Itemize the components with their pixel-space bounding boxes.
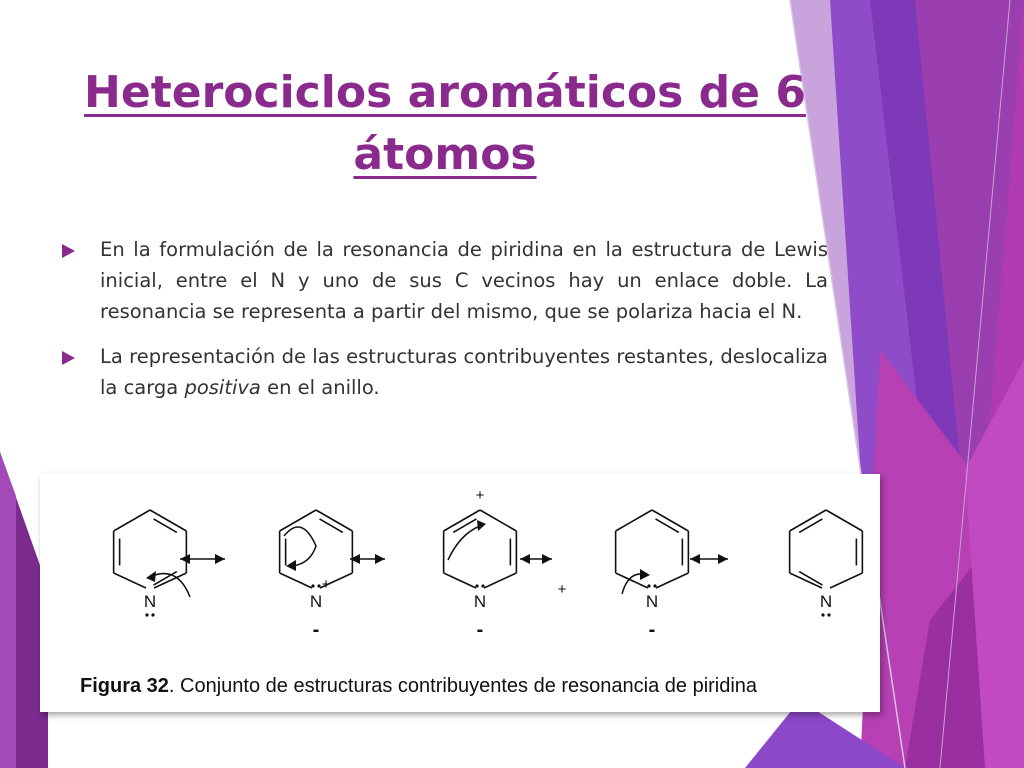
resonance-arrow-head — [542, 554, 552, 564]
resonance-figure — [40, 474, 880, 712]
lone-pair-dots — [653, 584, 656, 587]
lone-pair-dots — [475, 584, 478, 587]
bullet-list — [60, 234, 828, 417]
lone-pair-dots — [151, 613, 154, 616]
resonance-arrow-head — [215, 554, 225, 564]
bullet-arrow-icon — [62, 244, 75, 258]
negative-charge: - — [476, 619, 484, 641]
resonance-arrow-head — [180, 554, 190, 564]
curved-arrow-head — [146, 571, 156, 582]
bullet-item — [60, 341, 828, 403]
lone-pair-dots — [481, 584, 484, 587]
lone-pair-dots — [145, 613, 148, 616]
curved-electron-arrow — [448, 526, 480, 560]
positive-charge: + — [321, 576, 331, 593]
ring-bond — [280, 510, 316, 531]
lone-pair-dots — [317, 584, 320, 587]
ring-bond — [830, 573, 862, 588]
resonance-arrow-head — [690, 554, 700, 564]
ring-double-bond — [320, 519, 343, 532]
ring-bond — [114, 510, 150, 531]
positive-charge: + — [475, 487, 485, 504]
figure-caption-text: . Conjunto de estructuras contribuyentes de resonancia de piridina — [168, 675, 758, 697]
ring-bond — [444, 573, 476, 588]
figure-caption — [80, 675, 757, 698]
slide-title-text: Heterociclos aromáticos de 6 átomos — [84, 67, 806, 180]
resonance-arrow-head — [350, 554, 360, 564]
curved-electron-arrow — [284, 527, 316, 566]
curved-arrow-head — [640, 569, 650, 580]
lone-pair-dots — [821, 613, 824, 616]
ring-bond — [480, 510, 516, 531]
lone-pair-dots — [827, 613, 830, 616]
bullet-text-start: La representación de las estructuras contribuyentes restantes, deslocaliza la carga — [100, 345, 828, 399]
resonance-arrow-head — [375, 554, 385, 564]
ring-bond — [616, 510, 652, 531]
curved-arrow-head — [286, 560, 296, 571]
ring-bond — [114, 573, 146, 588]
positive-charge: + — [557, 581, 567, 598]
lone-pair-dots — [311, 584, 314, 587]
negative-charge: - — [312, 619, 320, 641]
ring-double-bond — [154, 519, 177, 532]
ring-bond — [484, 573, 516, 588]
nitrogen-atom-label: N — [819, 592, 833, 611]
nitrogen-atom-label: N — [645, 592, 659, 611]
nitrogen-atom-label: N — [143, 592, 157, 611]
bullet-item — [60, 234, 828, 327]
bullet-text-italic: positiva — [184, 376, 261, 399]
resonance-arrow-head — [520, 554, 530, 564]
lone-pair-dots — [647, 584, 650, 587]
nitrogen-atom-label: N — [309, 592, 323, 611]
curved-electron-arrow — [152, 574, 190, 597]
ring-bond — [656, 573, 688, 588]
ring-bond — [826, 510, 862, 531]
resonance-arrow-head — [718, 554, 728, 564]
figure-caption-label: Figura 32 — [80, 675, 169, 697]
ring-bond — [280, 573, 312, 588]
bullet-text: En la formulación de la resonancia de piridina en la estructura de Lewis inicial, entre el N y uno de sus C vecinos hay un enlace doble. La resonancia se representa a partir del mismo, que se polariza hacia el N. — [100, 238, 828, 323]
ring-double-bond — [799, 519, 822, 532]
bullet-text-end: en el anillo. — [260, 376, 380, 399]
curved-arrow-head — [477, 520, 486, 531]
bullet-arrow-icon — [62, 351, 75, 365]
ring-double-bond — [656, 519, 679, 532]
nitrogen-atom-label: N — [473, 592, 487, 611]
slide-title — [80, 62, 810, 186]
negative-charge: - — [648, 619, 656, 641]
